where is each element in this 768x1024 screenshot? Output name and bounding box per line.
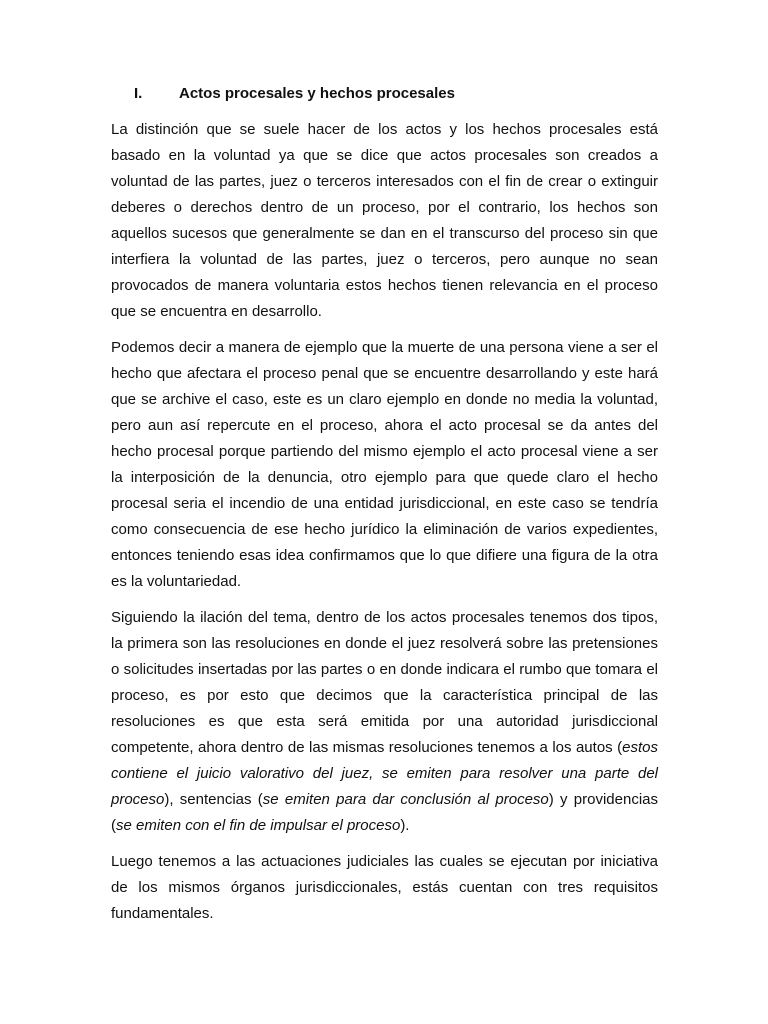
section-title: Actos procesales y hechos procesales	[179, 85, 455, 102]
paragraph: La distinción que se suele hacer de los actos y los hechos procesales está basado en la voluntad ya que se dice que actos procesales son creados a voluntad de las partes, juez o terceros interesados con el fin de crear o extinguir deberes o derechos dentro de un proceso, por el contrario, los hechos son aquellos sucesos que generalmente se dan en el transcurso del proceso sin que interfiera la voluntad de las partes, juez o terceros, pero aunque no sean provocados de manera voluntaria estos hechos tienen relevancia en el proceso que se encuentra en desarrollo.	[111, 121, 658, 320]
paragraph	[111, 605, 658, 839]
italic-text: estos contiene el juicio valorativo del juez, se emiten para resolver una parte del proceso	[111, 739, 658, 808]
paragraph: Podemos decir a manera de ejemplo que la muerte de una persona viene a ser el hecho que afectara el proceso penal que se encuentre desarrollando y este hará que se archive el caso, este es un claro ejemplo en donde no media la voluntad, pero aun así repercute en el proceso, ahora el acto procesal se da antes del hecho procesal porque partiendo del mismo ejemplo el acto procesal viene a ser la interposición de la denuncia, otro ejemplo para que quede claro el hecho procesal seria el incendio de una entidad jurisdiccional, en este caso se tendría como consecuencia de ese hecho jurídico la eliminación de varios expedientes, entonces teniendo esas idea confirmamos que lo que difiere una figura de la otra es la voluntariedad.	[111, 339, 658, 590]
paragraph-text: ), sentencias (	[164, 791, 263, 808]
paragraph-text: Siguiendo la ilación del tema, dentro de los actos procesales tenemos dos tipos, la primera son las resoluciones en donde el juez resolverá sobre las pretensiones o solicitudes insertadas por las partes o en donde indicara el rumbo que tomara el proceso, es por esto que decimos que la característica principal de las resoluciones es que esta será emitida por una autoridad jurisdiccional competente, ahora dentro de las mismas resoluciones tenemos a los autos (	[111, 609, 658, 756]
paragraph-text: ) y providencias (	[111, 791, 658, 834]
document-body	[111, 117, 658, 937]
italic-text: se emiten para dar conclusión al proceso	[262, 791, 549, 808]
italic-text: se emiten con el fin de impulsar el proceso	[116, 817, 401, 834]
section-number: I.	[134, 85, 143, 102]
paragraph: Luego tenemos a las actuaciones judiciales las cuales se ejecutan por iniciativa de los mismos órganos jurisdiccionales, estás cuentan con tres requisitos fundamentales.	[111, 853, 658, 922]
paragraph-text: ).	[400, 817, 410, 834]
